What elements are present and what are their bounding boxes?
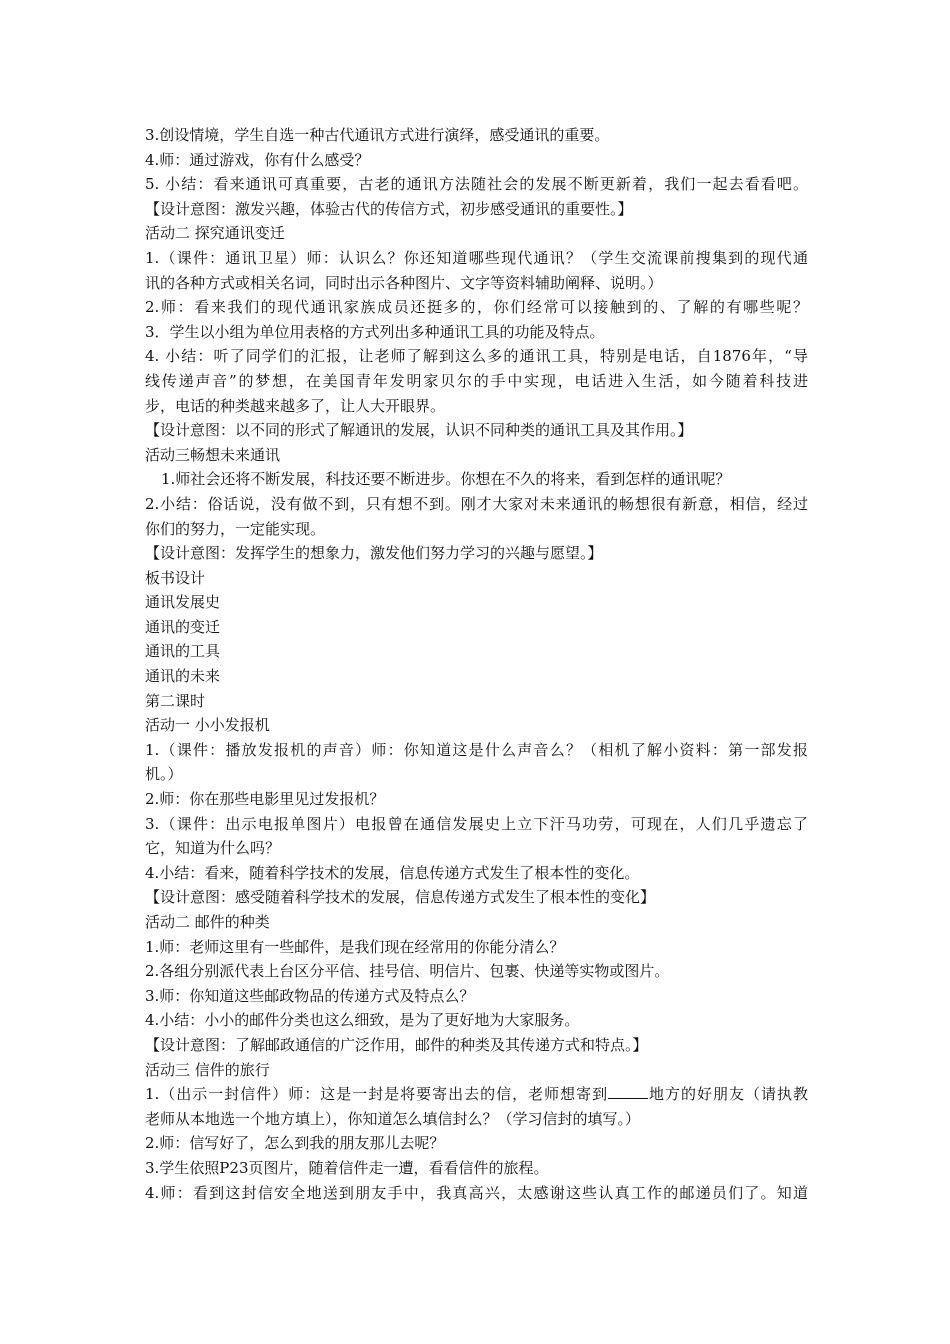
text-line: 2.师：看来我们的现代通讯家族成员还挺多的，你们经常可以接触到的、了解的有哪些呢？ xyxy=(145,298,808,317)
section-heading: 活动三畅想未来通讯 xyxy=(145,445,281,464)
text-line: 1.（课件：通讯卫星）师：认识么？你还知道哪些现代通讯？（学生交流课前搜集到的现代通 xyxy=(145,248,808,267)
section-heading: 第二课时 xyxy=(145,691,206,710)
text-line: 线传递声音”的梦想，在美国青年发明家贝尔的手中实现，电话进入生活，如今随着科技进 xyxy=(145,371,808,390)
text-line: 你们的努力，一定能实现。 xyxy=(145,519,326,538)
design-intent-note: 【设计意图：感受随着科学技术的发展，信息传递方式发生了根本性的变化】 xyxy=(145,888,656,907)
text-line: 1.（课件：播放发报机的声音）师：你知道这是什么声音么？（相机了解小资料：第一部发报 xyxy=(145,740,808,759)
board-item: 通讯的未来 xyxy=(145,667,221,686)
section-heading: 板书设计 xyxy=(145,568,206,587)
section-heading: 活动二 邮件的种类 xyxy=(145,913,270,931)
text-line: 2.小结：俗话说，没有做不到，只有想不到。刚才大家对未来通讯的畅想很有新意，相信，经过 xyxy=(145,494,808,513)
text-line: 4.小结：小小的邮件分类也这么细致，是为了更好地为大家服务。 xyxy=(145,1011,580,1030)
section-heading: 活动三 信件的旅行 xyxy=(145,1060,270,1079)
text-line: 4.师：通过游戏，你有什么感受？ xyxy=(145,150,370,169)
text-line: 3．学生以小组为单位用表格的方式列出多种通讯工具的功能及特点。 xyxy=(145,322,605,341)
section-heading: 活动二 探究通讯变迁 xyxy=(145,224,285,243)
text-line: 3.学生依照P23页图片，随着信件走一遭，看看信件的旅程。 xyxy=(145,1158,549,1177)
design-intent-note: 【设计意图：了解邮政通信的广泛作用，邮件的种类及其传递方式和特点。】 xyxy=(145,1035,648,1054)
design-intent-note: 【设计意图：激发兴趣，体验古代的传信方式，初步感受通讯的重要性。】 xyxy=(145,199,633,218)
text-line: 1.师：老师这里有一些邮件，是我们现在经常用的你能分清么？ xyxy=(145,937,565,956)
board-item: 通讯发展史 xyxy=(145,593,221,612)
board-item: 通讯的变迁 xyxy=(145,617,221,636)
text-line: 3.师：你知道这些邮政物品的传递方式及特点么？ xyxy=(145,986,475,1005)
text-fragment: 地方的好朋友（请执教 xyxy=(648,1085,808,1104)
text-line: 步，电话的种类越来越多了，让人大开眼界。 xyxy=(145,396,446,415)
text-line: 机。） xyxy=(145,765,183,784)
section-heading: 活动一 小小发报机 xyxy=(145,716,270,735)
text-line: 2.师：信写好了，怎么到我的朋友那儿去呢？ xyxy=(145,1134,445,1153)
text-line: 4. 小结：听了同学们的汇报，让老师了解到这么多的通讯工具，特别是电话，自1876年，“导 xyxy=(145,347,808,366)
text-line: 2.各组分别派代表上台区分平信、挂号信、明信片、包裹、快递等实物或图片。 xyxy=(145,962,670,981)
design-intent-note: 【设计意图：以不同的形式了解通讯的发展，认识不同种类的通讯工具及其作用。】 xyxy=(145,421,693,440)
fill-in-blank xyxy=(608,1084,648,1099)
text-line: 3.（课件：出示电报单图片）电报曾在通信发展史上立下汗马功劳，可现在，人们几乎遗忘了 xyxy=(145,814,808,833)
text-line-with-blank xyxy=(145,1082,808,1107)
text-fragment: 1.（出示一封信件）师：这是一封是将要寄出去的信，老师想寄到 xyxy=(145,1085,609,1104)
document-body xyxy=(145,123,808,1205)
text-line: 它，知道为什么吗？ xyxy=(145,839,281,858)
design-intent-note: 【设计意图：发挥学生的想象力，激发他们努力学习的兴趣与愿望。】 xyxy=(145,544,603,563)
text-line: 5. 小结：看来通讯可真重要，古老的通讯方法随社会的发展不断更新着，我们一起去看看吧。 xyxy=(145,175,808,194)
text-line: 老师从本地选一个地方填上），你知道怎么填信封么？（学习信封的填写。） xyxy=(145,1109,641,1128)
text-line: 3.创设情境，学生自选一种古代通讯方式进行演绎，感受通讯的重要。 xyxy=(145,126,610,144)
text-line: 2.师：你在那些电影里见过发报机？ xyxy=(145,790,385,809)
text-line: 4.小结：看来，随着科学技术的发展，信息传递方式发生了根本性的变化。 xyxy=(145,863,640,882)
board-item: 通讯的工具 xyxy=(145,642,221,661)
text-line: 1.师社会还将不断发展，科技还要不断进步。你想在不久的将来，看到怎样的通讯呢？ xyxy=(161,470,731,489)
text-line: 讯的各种方式或相关名词，同时出示各种图片、文字等资料辅助阐释、说明。） xyxy=(145,273,663,292)
text-line: 4.师：看到这封信安全地送到朋友手中，我真高兴，太感谢这些认真工作的邮递员们了。知道 xyxy=(145,1183,808,1202)
